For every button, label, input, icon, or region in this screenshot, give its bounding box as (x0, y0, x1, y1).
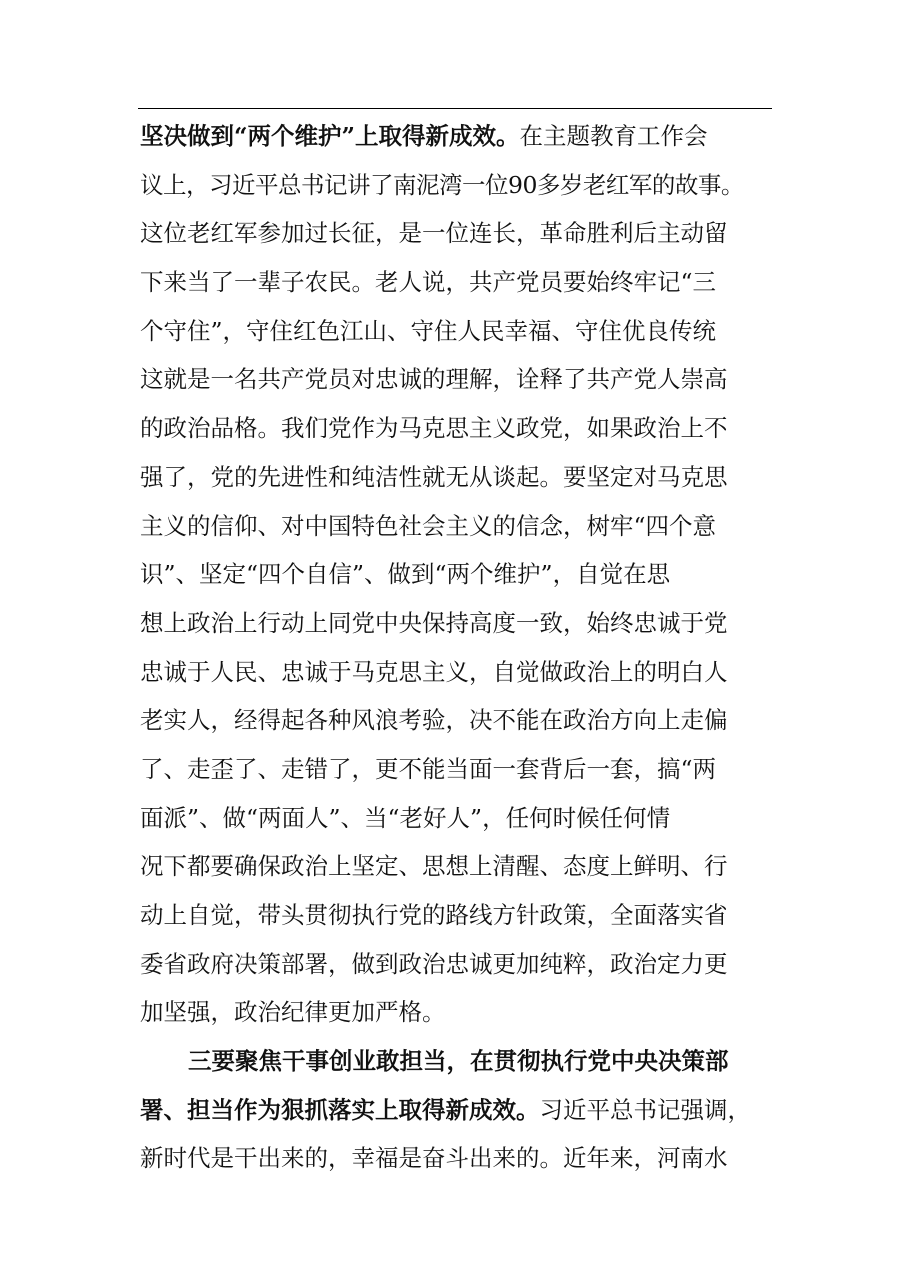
line-text: 下来当了一辈子农民。老人说，共产党员要始终牢记“三 (140, 268, 717, 297)
text-line-9 (140, 502, 780, 551)
line-text: 议上，习近平总书记讲了南泥湾一位90多岁老红军的故事。 (140, 170, 744, 199)
header-rule (138, 108, 772, 109)
text-line-18 (140, 940, 780, 989)
text-line-1 (140, 112, 780, 161)
text-line-7 (140, 404, 780, 453)
text-line-16 (140, 842, 780, 891)
line-text: 忠诚于人民、忠诚于马克思主义，自觉做政治上的明白人 (140, 657, 728, 686)
section-heading: 三要聚焦干事创业敢担当，在贯彻执行党中央决策部 (188, 1047, 729, 1076)
text-line-3 (140, 209, 780, 258)
text-line-5 (140, 307, 780, 356)
line-text: 想上政治上行动上同党中央保持高度一致，始终忠诚于党 (140, 608, 728, 637)
bold-lead: 坚决做到“两个维护”上取得新成效。 (140, 122, 520, 150)
text-line-19 (140, 988, 780, 1037)
text-line-10 (140, 550, 780, 599)
line-text: 面派”、做“两面人”、当“老好人”，任何时候任何情 (140, 803, 671, 832)
text-line-21 (140, 1086, 780, 1135)
line-text: 老实人，经得起各种风浪考验，决不能在政治方向上走偏 (140, 706, 728, 735)
line-text: 主义的信仰、对中国特色社会主义的信念，树牢“四个意 (140, 511, 717, 540)
text-line-22 (140, 1134, 780, 1183)
line-text: 识”、坚定“四个自信”、做到“两个维护”，自觉在思 (140, 560, 671, 589)
text-line-15 (140, 794, 780, 843)
text-line-20 (140, 1037, 780, 1086)
line-text: 在主题教育工作会 (519, 122, 708, 150)
text-line-8 (140, 453, 780, 502)
line-text: 况下都要确保政治上坚定、思想上清醒、态度上鲜明、行 (140, 852, 728, 881)
line-text: 个守住”，守住红色江山、守住人民幸福、守住优良传统 (140, 316, 717, 345)
line-text: 这就是一名共产党员对忠诚的理解，诠释了共产党人崇高 (140, 365, 728, 394)
line-text: 了、走歪了、走错了，更不能当面一套背后一套，搞“两 (140, 754, 717, 783)
text-line-17 (140, 891, 780, 940)
line-text: 强了，党的先进性和纯洁性就无从谈起。要坚定对马克思 (140, 462, 728, 491)
text-line-14 (140, 745, 780, 794)
text-line-11 (140, 599, 780, 648)
line-text: 的政治品格。我们党作为马克思主义政党，如果政治上不 (140, 414, 728, 443)
body-text (140, 112, 780, 1183)
line-text: 加坚强，政治纪律更加严格。 (140, 998, 446, 1027)
bold-lead: 署、担当作为狠抓落实上取得新成效。 (140, 1095, 540, 1124)
text-line-13 (140, 696, 780, 745)
line-text: 习近平总书记强调， (539, 1095, 751, 1124)
text-line-12 (140, 648, 780, 697)
line-text: 动上自觉，带头贯彻执行党的路线方针政策，全面落实省 (140, 901, 728, 929)
line-text: 新时代是干出来的，幸福是奋斗出来的。近年来，河南水 (140, 1144, 728, 1173)
text-line-2 (140, 161, 780, 210)
text-line-4 (140, 258, 780, 307)
line-text: 委省政府决策部署，做到政治忠诚更加纯粹，政治定力更 (140, 949, 728, 978)
line-text: 这位老红军参加过长征，是一位连长，革命胜利后主动留 (140, 219, 728, 248)
text-line-6 (140, 355, 780, 404)
